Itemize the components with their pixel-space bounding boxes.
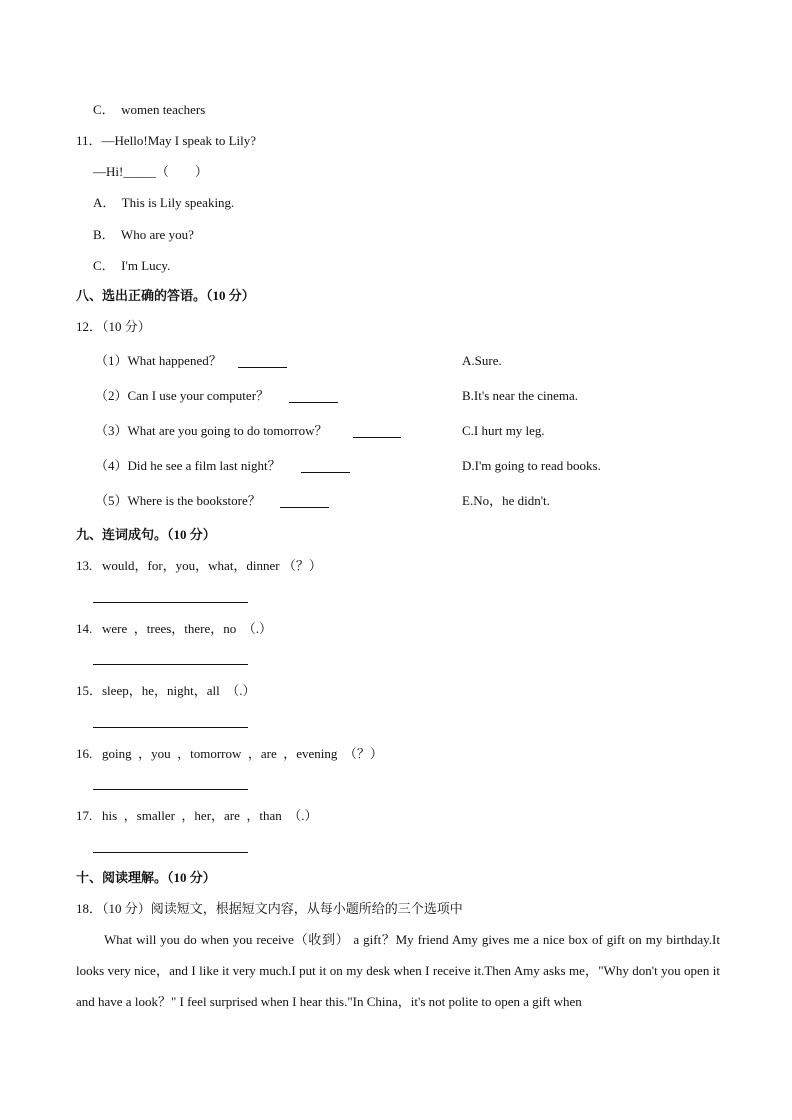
q12-question-5: （5）Where is the bookstore？ <box>95 493 261 508</box>
q11-stem: 11．—Hello!May I speak to Lily? <box>76 133 257 148</box>
q13-words: 13. would，for，you，what，dinner （？） <box>76 558 322 573</box>
q11-option-a: A． This is Lily speaking. <box>93 195 235 210</box>
q12-answer-d: D.I'm going to read books. <box>462 458 601 473</box>
q12-answer-c: C.I hurt my leg. <box>462 423 545 438</box>
q17-answer-line[interactable] <box>93 852 248 853</box>
q12-blank-5[interactable] <box>280 507 329 508</box>
q12-question-2: （2）Can I use your computer？ <box>95 388 270 403</box>
q16-words: 16. going ，you ，tomorrow ，are ，evening （？） <box>76 746 383 761</box>
q12-question-4: （4）Did he see a film last night？ <box>95 458 281 473</box>
q17-words: 17. his ，smaller ，her，are ，than （.） <box>76 808 318 823</box>
q12-stem: 12．（10 分） <box>76 319 151 334</box>
q12-answer-a: A.Sure. <box>462 353 502 368</box>
q15-words: 15．sleep，he，night，all （.） <box>76 683 256 698</box>
q12-blank-4[interactable] <box>301 472 350 473</box>
section-9-title: 九、连词成句。（10 分） <box>76 527 216 542</box>
q12-blank-3[interactable] <box>353 437 401 438</box>
q13-answer-line[interactable] <box>93 602 248 603</box>
q12-question-1: （1）What happened？ <box>95 353 222 368</box>
q12-answer-e: E.No，he didn't. <box>462 493 550 508</box>
q10-option-c: C． women teachers <box>93 102 206 117</box>
q14-answer-line[interactable] <box>93 664 248 665</box>
q18-stem: 18．（10 分）阅读短文，根据短文内容，从每小题所给的三个选项中 <box>76 901 463 916</box>
q15-answer-line[interactable] <box>93 727 248 728</box>
q12-answer-b: B.It's near the cinema. <box>462 388 579 403</box>
q12-question-3: （3）What are you going to do tomorrow？ <box>95 423 328 438</box>
q11-reply: —Hi!_____（ ） <box>93 164 208 179</box>
q18-passage: What will you do when you receive（收到） a gift？My friend Amy gives me a nice box of gift on my birthday.It looks very nice，and I like it very much.I put it on my desk when I receive it.Then Amy asks me，"Why don't you open it and have a look？" I feel surprised when I hear this."In China，it's not polite to open a gift when <box>76 932 720 1009</box>
q11-option-c: C． I'm Lucy. <box>93 258 171 273</box>
q12-blank-2[interactable] <box>289 402 338 403</box>
q11-option-b: B． Who are you? <box>93 227 194 242</box>
q12-blank-1[interactable] <box>238 367 287 368</box>
q16-answer-line[interactable] <box>93 789 248 790</box>
section-8-title: 八、选出正确的答语。（10 分） <box>76 288 255 303</box>
q14-words: 14. were ，trees，there，no （.） <box>76 621 273 636</box>
section-10-title: 十、阅读理解。（10 分） <box>76 870 216 885</box>
